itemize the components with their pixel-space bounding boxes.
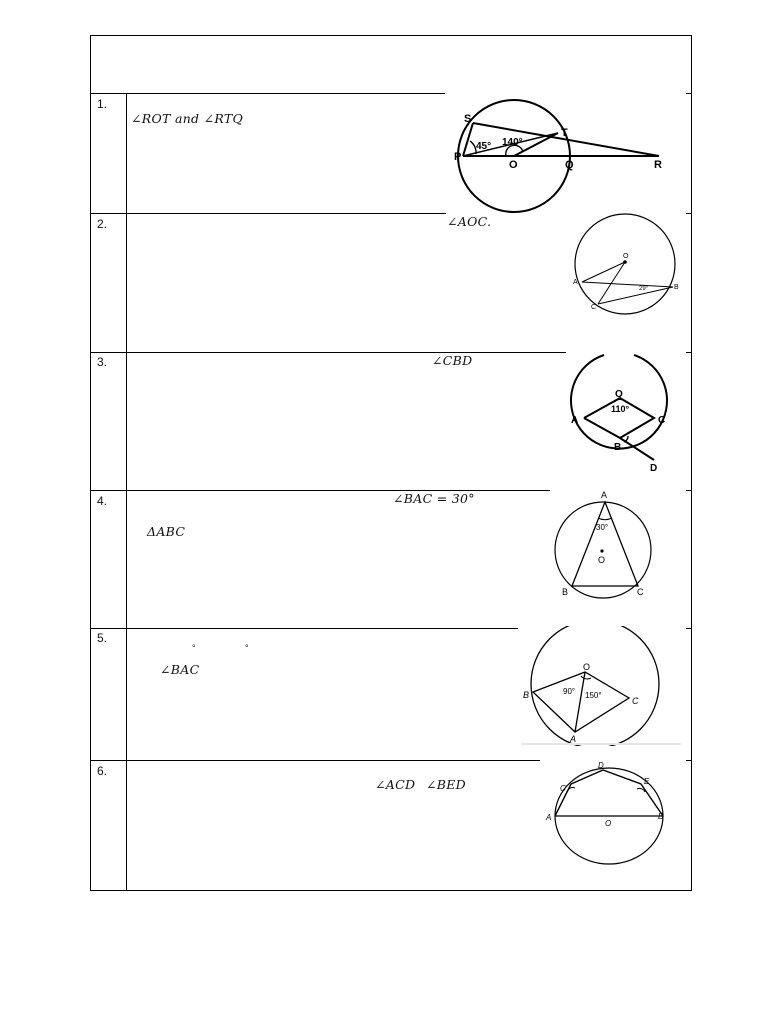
question-number: 6.	[97, 764, 108, 778]
point-label: A	[573, 279, 578, 286]
row-divider	[90, 490, 550, 491]
point-label: R	[654, 159, 662, 171]
angle-label: 29°	[639, 286, 649, 292]
question-math: ∠ROT and ∠RTQ	[131, 111, 244, 126]
row-divider	[90, 628, 518, 629]
row-divider	[90, 352, 566, 353]
row-divider	[90, 760, 540, 761]
point-label: O	[509, 159, 518, 171]
circle-diagram	[519, 626, 685, 746]
point-label: O	[623, 253, 629, 260]
row-divider-right	[686, 628, 692, 629]
question-math: ∠BAC = 30°	[393, 491, 475, 506]
point-label: C	[632, 696, 639, 706]
circle-diagram	[446, 94, 672, 214]
point-label: E	[644, 777, 650, 786]
question-math: ∠ACD	[375, 777, 416, 792]
angle-label: 30°	[596, 523, 609, 532]
row-divider	[90, 93, 445, 94]
point-label: A	[546, 813, 552, 822]
question-number: 5.	[97, 631, 108, 645]
point-label: C	[658, 415, 666, 426]
angle-label: 150°	[585, 691, 602, 700]
point-label: D	[598, 761, 604, 770]
question-math-secondary: ∠BED	[426, 777, 467, 792]
circle-diagram	[541, 758, 671, 868]
point-label: A	[571, 415, 579, 426]
point-label: B	[658, 812, 664, 821]
point-label: O	[583, 662, 591, 672]
point-label: C	[560, 784, 566, 793]
degree-mark: °	[245, 643, 249, 653]
angle-label: 90°	[563, 687, 576, 696]
point-label: O	[605, 819, 612, 828]
point-label: T	[561, 127, 568, 139]
point-label: B	[562, 587, 569, 597]
point-label: B	[523, 690, 530, 700]
circle-diagram	[550, 488, 660, 602]
point-label: A	[601, 490, 608, 500]
circle-diagram	[566, 350, 676, 475]
question-math: ∠CBD	[432, 353, 473, 368]
point-label: D	[650, 463, 658, 474]
angle-label: 140°	[502, 137, 523, 148]
row-divider-right	[686, 93, 692, 94]
question-math: ∠BAC	[160, 662, 200, 677]
row-divider-right	[686, 352, 692, 353]
circle-diagram	[563, 212, 685, 322]
point-label: C	[637, 587, 644, 597]
question-number: 3.	[97, 355, 108, 369]
point-label: Q	[565, 159, 574, 171]
question-math: ∠AOC.	[447, 214, 492, 229]
row-divider-right	[686, 213, 692, 214]
point-label: O	[598, 555, 606, 565]
point-label: A	[570, 734, 577, 744]
row-divider-right	[686, 490, 692, 491]
question-number: 2.	[97, 217, 108, 231]
table-header-row	[91, 36, 691, 94]
angle-label: 110°	[611, 404, 630, 414]
question-number: 4.	[97, 494, 108, 508]
question-number: 1.	[97, 97, 108, 111]
angle-label: 45°	[476, 141, 492, 152]
point-label: B	[674, 284, 679, 291]
degree-mark: °	[192, 643, 196, 653]
point-label: C	[591, 304, 597, 311]
row-divider-right	[686, 760, 692, 761]
point-label: S	[464, 113, 472, 125]
point-label: B	[614, 442, 622, 453]
question-math-secondary: ΔABC	[147, 524, 186, 539]
point-label: O	[615, 389, 623, 400]
point-label: P	[454, 151, 462, 163]
